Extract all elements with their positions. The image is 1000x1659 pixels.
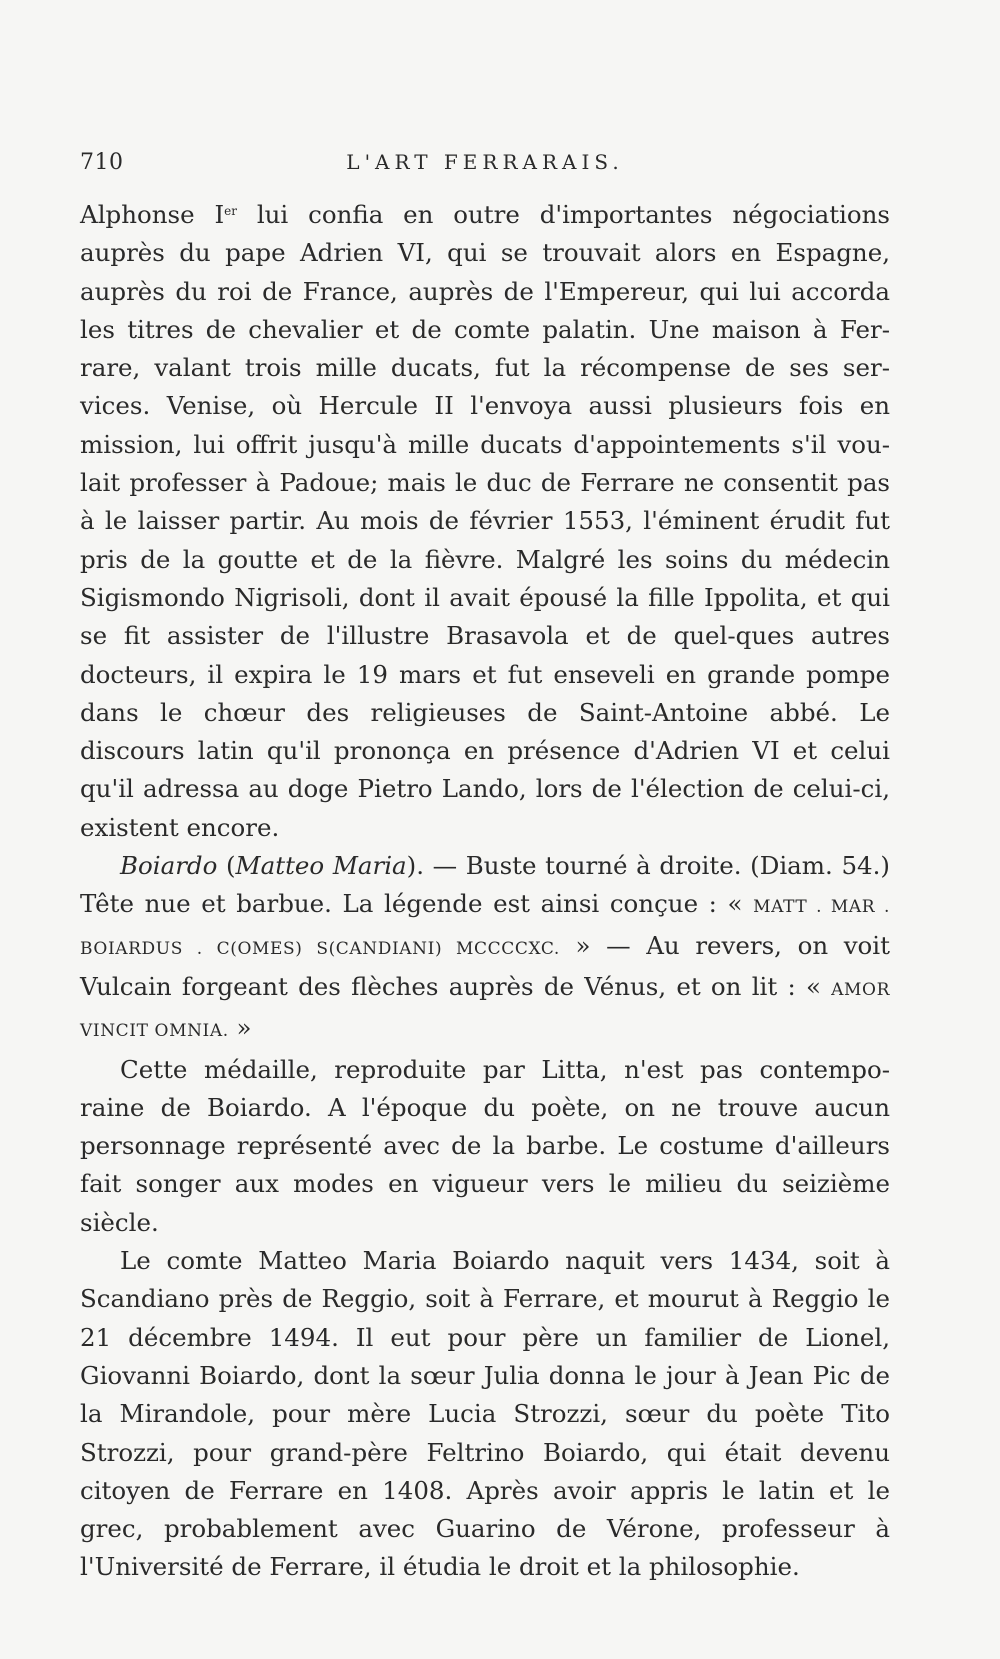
medal-legend-reverse: AMOR VINCIT OMNIA. [80,979,890,1042]
paragraph-boiardo-medal: Boiardo (Matteo Maria). — Buste tourné à droite. (Diam. 54.) Tête nue et barbue. La légende est ainsi conçue : « MATT . MAR . BOIARDUS . C(OMES) S(CANDIANI) MCCCCXC. » — Au revers, on voit Vulcain forgeant des flèches auprès de Vénus, et on lit : « AMOR VINCIT OMNIA. » [80,851,891,1043]
body-text [80,196,890,1587]
paragraph-sadoleto-career: Alphonse Ier lui confia en outre d'importantes négociations auprès du pape Adrien VI, qui se trouvait alors en Espagne, auprès du roi de France, auprès de l'Empereur, qui lui accorda les titres de chevalier et de comte palatin. Une maison à Fer-rare, valant trois mille ducats, fut la récompense de ses ser-vices. Venise, où Hercule II l'envoya aussi plusieurs fois en mission, lui offrit jusqu'à mille ducats d'appointements s'il vou-lait professer à Padoue; mais le duc de Ferrare ne consentit pas à le laisser partir. Au mois de février 1553, l'éminent érudit fut pris de la goutte et de la fièvre. Malgré les soins du médecin Sigismondo Nigrisoli, dont il avait épousé la fille Ippolita, et qui se fit assister de l'illustre Brasavola et de quel-ques autres docteurs, il expira le 19 mars et fut enseveli en grande pompe dans le chœur des religieuses de Saint-Antoine abbé. Le discours latin qu'il prononça en présence d'Adrien VI et celui qu'il adressa au doge Pietro Lando, lors de l'élection de celui-ci, existent encore. [80,200,890,842]
paragraph-medal-dating: Cette médaille, reproduite par Litta, n'est pas contempo-raine de Boiardo. A l'époque du poète, on ne trouve aucun personnage représenté avec de la barbe. Le costume d'ailleurs fait songer aux modes en vigueur vers le milieu du seizième siècle. [80,1054,890,1237]
medal-subject-given-names: Matteo Maria [235,851,407,881]
book-page [80,150,890,1587]
running-title: L'ART FERRARAIS. [346,150,624,174]
paragraph-boiardo-biography: Le comte Matteo Maria Boiardo naquit vers 1434, soit à Scandiano près de Reggio, soit à Ferrare, et mourut à Reggio le 21 décembre 1494. Il eut pour père un familier de Lionel, Giovanni Boiardo, dont la sœur Julia donna le jour à Jean Pic de la Mirandole, pour mère Lucia Strozzi, sœur du poète Tito Strozzi, pour grand-père Feltrino Boiardo, qui était devenu citoyen de Ferrare en 1408. Après avoir appris le latin et le grec, probablement avec Guarino de Vérone, professeur à l'Université de Ferrare, il étudia le droit et la philosophie. [80,1246,890,1582]
medal-legend-obverse: MATT . MAR . BOIARDUS . C(OMES) S(CANDIANI) MCCCCXC. [80,897,891,959]
medal-subject-name: Boiardo [120,851,218,881]
page-number: 710 [80,150,124,175]
running-head [80,150,890,190]
